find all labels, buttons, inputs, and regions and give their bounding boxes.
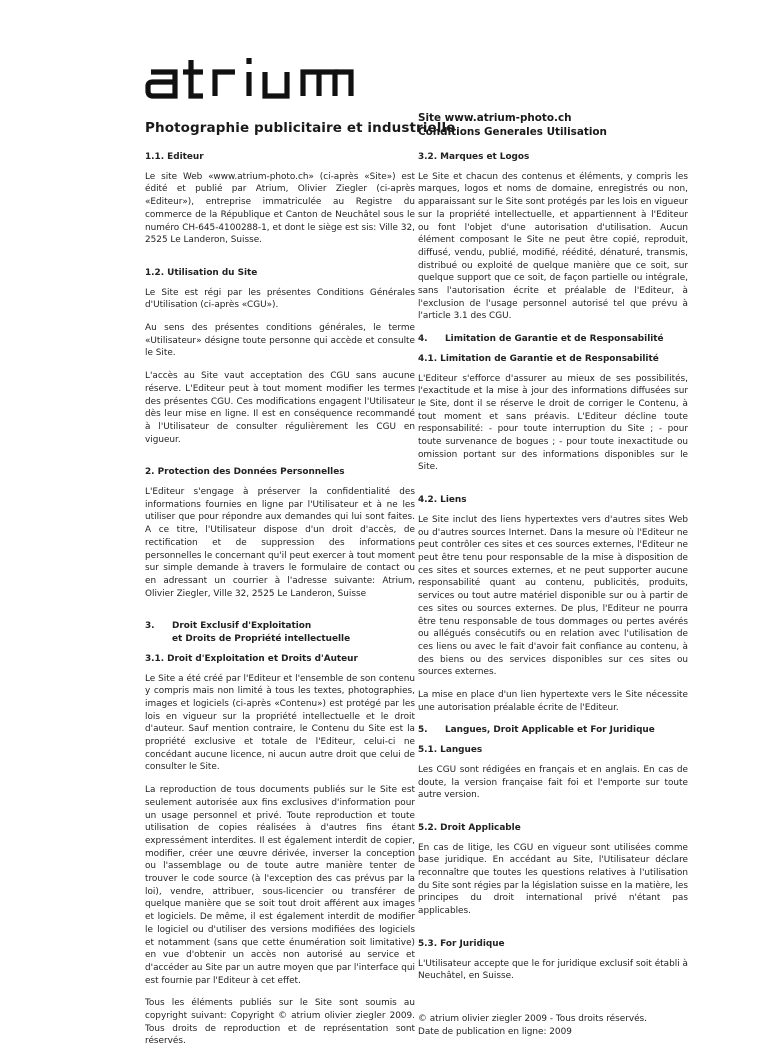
- section-5-heading: Langues, Droit Applicable et For Juridique: [445, 725, 655, 736]
- section-5-3-text: L'Utilisateur accepte que le for juridique exclusif soit établi à Neuchâtel, en Suisse.: [418, 958, 688, 982]
- section-1-1-title: 1.1. Editeur: [145, 152, 204, 162]
- section-3-1-title: 3.1. Droit d'Exploitation et Droits d'Auteur: [145, 653, 358, 664]
- section-1-2-text-2: Au sens des présentes conditions générales, le terme «Utilisateur» désigne toute personne qui accède et consulte le Site.: [145, 323, 415, 359]
- section-3-2-title: 3.2. Marques et Logos: [418, 152, 530, 162]
- copyright-footer: [418, 1013, 688, 1038]
- section-3-heading: [172, 620, 350, 645]
- section-3-number: 3.: [145, 621, 155, 632]
- section-1-1-text: Le site Web «www.atrium-photo.ch» (ci-après «Site») est édité et publié par Atrium, Olivier Ziegler (ci-après «Editeur»), entreprise immatriculée au Registre du commerce de la République et Canton de Neuchâtel sous le numéro CH-645-4100288-1, et dont le siège est sis: Ville 32, 2525 Le Landeron, Suisse.: [145, 171, 415, 246]
- section-4-2-title: 4.2. Liens: [418, 495, 467, 506]
- section-5-title: [418, 724, 688, 737]
- section-1-2-title: 1.2. Utilisation du Site: [145, 267, 258, 278]
- section-3-heading-line-2: et Droits de Propriété intellectuelle: [172, 634, 351, 645]
- section-4-heading: Limitation de Garantie et de Responsabilité: [445, 334, 664, 345]
- section-2-text: L'Editeur s'engage à préserver la confidentialité des informations fournies en ligne par l'Utilisateur et à ne les utiliser que pour répondre aux demandes qui lui sont faites. A ce titre, l'Utilisateur dispose d'un droit d'accès, de rectification et de suppression des informations personnelles le concernant qu'il peut exercer à tout moment sur simple demande à travers le formulaire de contact ou en adressant un courrier à l'adresse suivante: Atrium, Olivier Ziegler, Ville 32, 2525 Le Landeron, Suisse: [145, 487, 415, 599]
- section-3-1-text-1: Le Site a été créé par l'Editeur et l'ensemble de son contenu y compris mais non limité à tous les textes, photographies, images et logiciels (ci-après «Contenu») est protégé par les lois en vigueur sur la propriété intellectuelle et le droit d'auteur. Sauf mention contraire, le Contenu du Site est la propriété exclusive et totale de l'Editeur, celui-ci ne concédant aucune licence, ni aucun autre droit que celui de consulter le Site.: [145, 673, 415, 773]
- section-4-1-text: L'Editeur s'efforce d'assurer au mieux de ses possibilités, l'exactitude et la mise à jour des informations diffusées sur le Site, dont il se réserve le droit de corriger le Contenu, à tout moment et sans préavis. L'Editeur décline toute responsabilité: - pour toute interruption du Site ; - pour toute survenance de bogues ; - pour toute inexactitude ou omission portant sur des informations disponibles sur le Site.: [418, 373, 688, 473]
- section-3-title: [145, 620, 415, 645]
- copyright-notice: [418, 1013, 688, 1038]
- section-4-1-title: 4.1. Limitation de Garantie et de Responsabilité: [418, 353, 659, 364]
- section-5-1-text: Les CGU sont rédigées en français et en anglais. En cas de doute, la version française fait foi et l'emporte sur toute autre version.: [418, 764, 688, 801]
- section-4-title: [418, 333, 688, 346]
- section-3-heading-line-1: Droit Exclusif d'Exploitation: [172, 621, 312, 632]
- section-5-2-title: 5.2. Droit Applicable: [418, 822, 521, 833]
- section-4-2-text-1: Le Site inclut des liens hypertextes vers d'autres sites Web ou d'autres sources Internet. Dans la mesure où l'Editeur ne peut contrôler ces sites et ces sources externes, l'Editeur ne peut être tenu pour responsable de la mise à disposition de ces sites et sources externes, et ne peut supporter aucune responsabilité quant au contenu, publicités, produits, services ou tout autre matériel disponible sur ou à partir de ces sites ou sources externes. De plus, l'Editeur ne pourra être tenu responsable de tous dommages ou pertes avérés ou allégués consécutifs ou en relation avec l'utilisation de ces liens ou avec le fait d'avoir fait confiance au contenu, à des biens ou des services disponibles sur ces sites ou sources externes.: [418, 514, 688, 678]
- right-column: [418, 151, 688, 1038]
- section-2-title: 2. Protection des Données Personnelles: [145, 467, 345, 478]
- section-1-2-text-1: Le Site est régi par les présentes Conditions Générales d'Utilisation (ci-après «CGU»).: [145, 287, 415, 311]
- section-1-2-text-3: L'accès au Site vaut acceptation des CGU sans aucune réserve. L'Editeur peut à tout moment modifier les termes des présentes CGU. Ces modifications engagent l'Utilisateur dès leur mise en ligne. Il est en conséquence recommandé à l'Utilisateur de consulter régulièrement les CGU en vigueur.: [145, 371, 415, 445]
- tagline: Photographie publicitaire et industrielle: [145, 120, 456, 136]
- section-5-number: 5.: [418, 725, 428, 736]
- document-title: Conditions Generales Utilisation: [418, 126, 607, 138]
- site-meta: [418, 111, 607, 139]
- section-5-2-text: En cas de litige, les CGU en vigueur sont utilisées comme base juridique. En accédant au Site, l'Utilisateur déclare reconnaître que toutes les questions relatives à l'utilisation du Site sont régies par la législation suisse en la matière, les principes du droit international privé n'étant pas applicables.: [418, 842, 688, 917]
- section-5-3-title: 5.3. For Juridique: [418, 938, 505, 949]
- section-5-1-title: 5.1. Langues: [418, 745, 483, 756]
- copyright-line: © atrium olivier ziegler 2009 - Tous droits réservés.: [418, 1013, 647, 1024]
- publication-date: Date de publication en ligne: 2009: [418, 1026, 572, 1037]
- left-column: [145, 151, 415, 1058]
- section-3-1-text-3: Tous les éléments publiés sur le Site sont soumis au copyright suivant: Copyright © atrium olivier ziegler 2009. Tous droits de reproduction et de représentation sont réservés.: [145, 998, 415, 1047]
- section-4-2-text-2: La mise en place d'un lien hypertexte vers le Site nécessite une autorisation préalable écrite de l'Editeur.: [418, 690, 688, 713]
- section-3-2-text: Le Site et chacun des contenus et éléments, y compris les marques, logos et noms de domaine, enregistrés ou non, apparaissant sur le Site sont protégés par les lois en vigueur sur la propriété intellectuelle, et appartiennent à l'Editeur ou font l'objet d'une autorisation d'utilisation. Aucun élément composant le Site ne peut être copié, reproduit, diffusé, vendu, publié, modifié, réédité, dénaturé, transmis, distribué ou exploité de quelque manière que ce soit, sur quelque support que ce soit, de façon partielle ou intégrale, sans l'autorisation écrite et préalable de l'Editeur, à l'exclusion de l'usage personnel autorisé tel que prévu à l'article 3.1 des CGU.: [418, 171, 688, 322]
- section-4-number: 4.: [418, 334, 428, 345]
- site-url: Site www.atrium-photo.ch: [418, 112, 572, 124]
- section-3-1-text-2: La reproduction de tous documents publiés sur le Site est seulement autorisée aux fins exclusives d'information pour un usage personnel et privé. Toute reproduction et toute utilisation de copies réalisées à d'autres fins étant expressément interdites. Il est également interdit de copier, modifier, créer une œuvre dérivée, inverser la conception ou l'assemblage ou de toute autre manière tenter de trouver le code source (à l'exception des cas prévus par la loi), vendre, attribuer, sous-licencier ou transférer de quelque manière que se soit tout droit afférent aux images et logiciels. De même, il est également interdit de modifier le logiciel ou d'utiliser des versions modifiées des logiciels et notamment (sans que cette énumération soit limitative) en vue d'obtenir un accès non autorisé au service et d'accéder au Site par un autre moyen que par l'interface qui est fournie par l'Editeur à cet effet.: [145, 785, 415, 986]
- atrium-logo: [145, 52, 370, 100]
